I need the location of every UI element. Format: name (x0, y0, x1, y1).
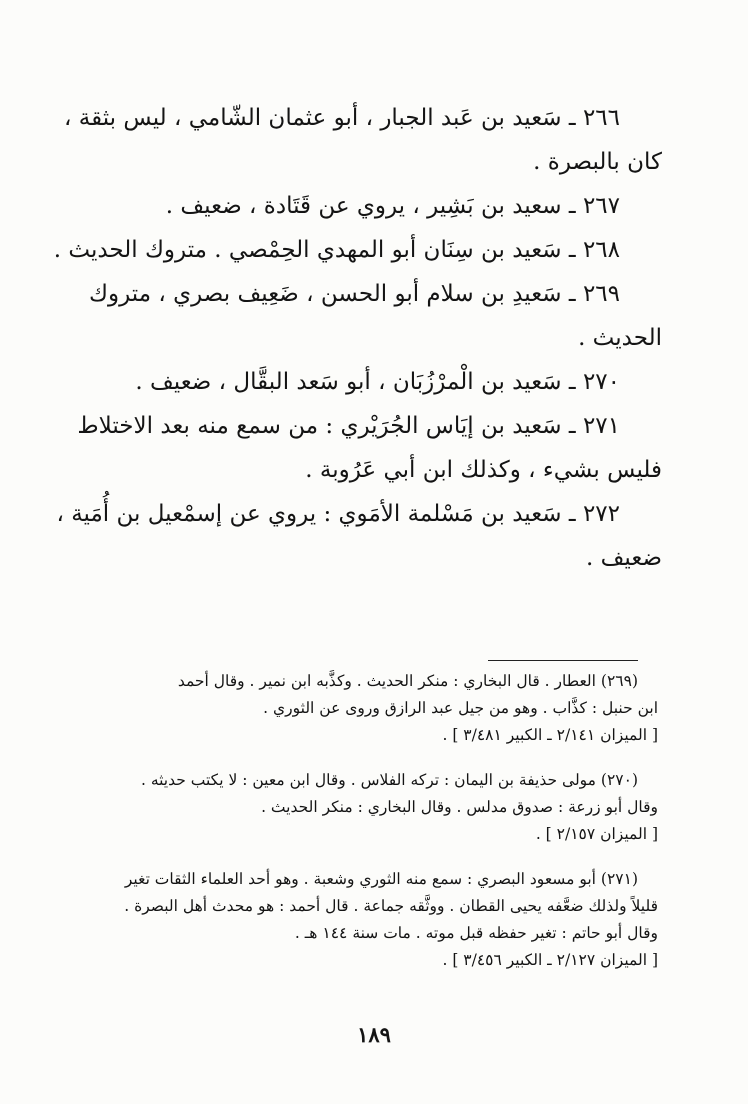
footnote-line: (٢٧٠) مولى حذيفة بن اليمان : تركه الفلاس . وقال ابن معين : لا يكتب حديثه . (140, 771, 638, 789)
page-number: ١٨٩ (357, 1022, 391, 1047)
footnote-line: ابن حنبل : كذَّاب . وهو من جيل عبد الرازق وروى عن الثوري . (263, 699, 658, 717)
entry-line: كان بالبصرة . (533, 149, 662, 175)
footnote-line: (٢٦٩) العطار . قال البخاري : منكر الحديث . وكذَّبه ابن نمير . وقال أحمد (177, 672, 638, 690)
footnote-line: وقال أبو حاتم : تغير حفظه قبل موته . مات سنة ١٤٤ هـ . (294, 924, 658, 942)
footnote-270 (100, 767, 658, 848)
entry-line: الحديث . (578, 325, 662, 351)
footnote-line: [ الميزان ٢/١٤١ ـ الكبير ٣/٤٨١ ] . (442, 726, 658, 744)
entry-line: ٢٦٩ ـ سَعيدِ بن سلام أبو الحسن ، ضَعِيف بصري ، متروك (89, 281, 620, 307)
footnote-269 (100, 668, 658, 749)
entry-267 (105, 184, 620, 228)
entry-line: ٢٧١ ـ سَعيد بن إيَاس الجُرَيْري : من سمع منه بعد الاختلاط (77, 413, 620, 439)
entry-line: ضعيف . (586, 545, 662, 571)
entry-line: فليس بشيء ، وكذلك ابن أبي عَرُوبة . (305, 457, 662, 483)
entry-270 (105, 360, 620, 404)
entry-line: ٢٧٠ ـ سَعيد بن الْمرْزُبَان ، أبو سَعد البقَّال ، ضعيف . (135, 369, 620, 395)
entries-list (53, 96, 662, 580)
footnote-271 (100, 866, 658, 974)
footnote-line: قليلاً ولذلك ضعَّفه يحيى القطان . ووثَّقه جماعة . قال أحمد : هو محدث أهل البصرة . (124, 897, 658, 915)
entry-line: ٢٦٦ ـ سَعيد بن عَبد الجبار ، أبو عثمان الشّامي ، ليس بثقة ، (64, 105, 620, 131)
entry-272 (56, 492, 662, 580)
footnote-line: [ الميزان ٢/١٥٧ ] . (535, 825, 658, 843)
footnote-divider (488, 660, 638, 661)
entry-line: ٢٦٧ ـ سعيد بن بَشِير ، يروي عن قَتَادة ، ضعيف . (165, 193, 620, 219)
footnote-line: وقال أبو زرعة : صدوق مدلس . وقال البخاري : منكر الحديث . (261, 798, 658, 816)
entry-268 (53, 228, 620, 272)
footnotes (100, 668, 658, 992)
footnote-line: (٢٧١) أبو مسعود البصري : سمع منه الثوري وشعبة . وهو أحد العلماء الثقات تغير (124, 870, 638, 888)
entry-line: ٢٧٢ ـ سَعيد بن مَسْلمة الأمَوي : يروي عن إسمْعيل بن أُمَية ، (56, 501, 620, 527)
entry-266 (64, 96, 662, 184)
footnote-line: [ الميزان ٢/١٢٧ ـ الكبير ٣/٤٥٦ ] . (442, 951, 658, 969)
entry-269 (89, 272, 662, 360)
entry-line: ٢٦٨ ـ سَعيد بن سِنَان أبو المهدي الحِمْصي . متروك الحديث . (53, 237, 620, 263)
entry-271 (77, 404, 662, 492)
